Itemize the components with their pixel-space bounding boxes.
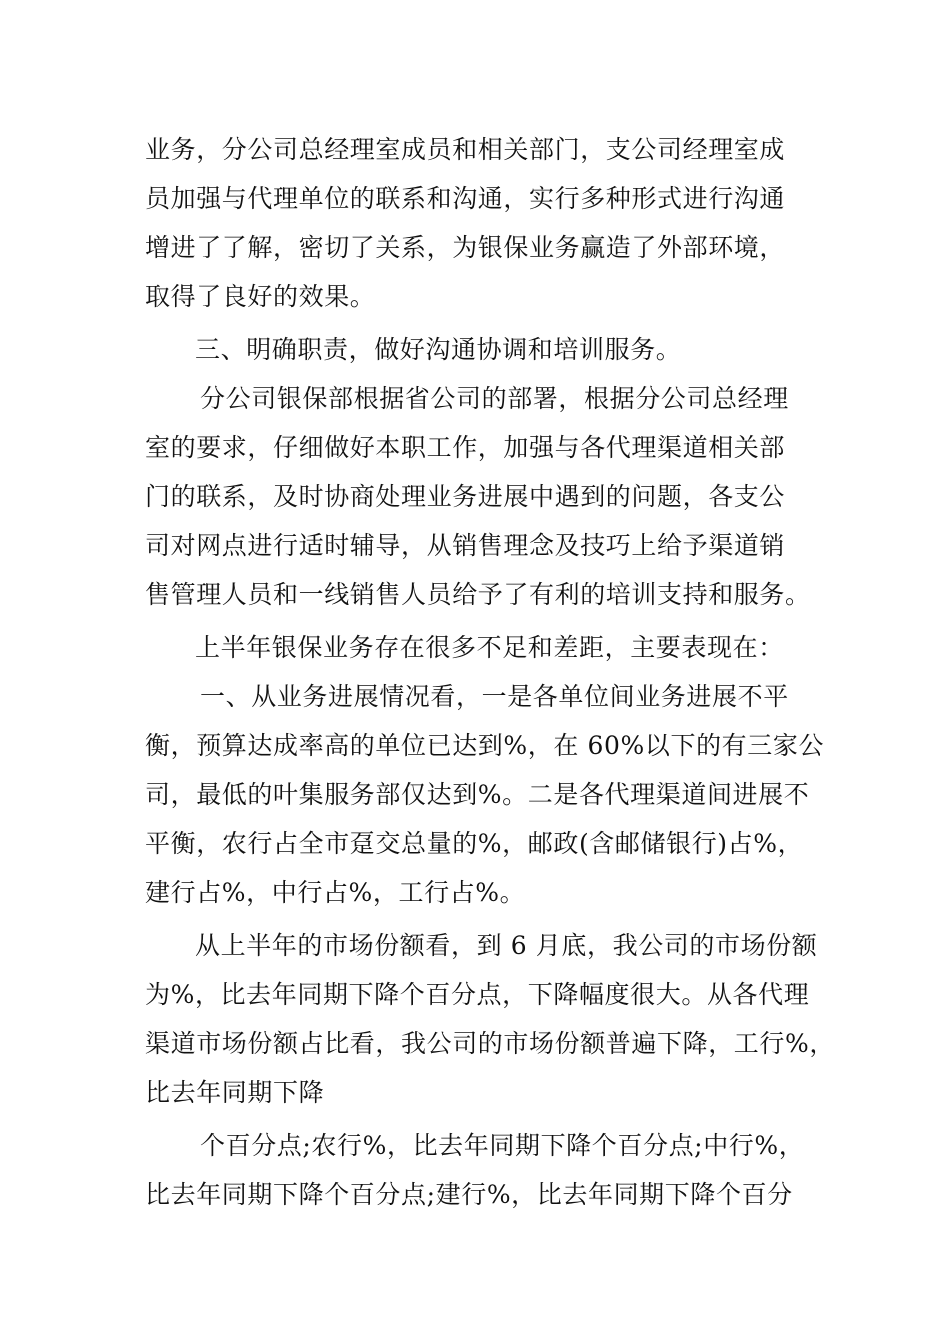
text-line-10: 售管理人员和一线销售人员给予了有利的培训支持和服务。 — [145, 580, 811, 609]
text-line-8: 门的联系，及时协商处理业务进展中遇到的问题，各支公 — [145, 482, 786, 511]
text-line-17: 从上半年的市场份额看，到 6 月底，我公司的市场份额 — [195, 931, 818, 960]
text-line-21: 个百分点;农行%，比去年同期下降个百分点;中行%， — [200, 1131, 805, 1160]
text-line-1: 业务，分公司总经理室成员和相关部门，支公司经理室成 — [145, 135, 786, 164]
text-line-7: 室的要求，仔细做好本职工作，加强与各代理渠道相关部 — [145, 433, 786, 462]
text-line-2: 员加强与代理单位的联系和沟通，实行多种形式进行沟通 — [145, 184, 786, 213]
text-line-16: 建行占%，中行占%，工行占%。 — [145, 878, 526, 907]
text-line-13: 衡，预算达成率高的单位已达到%，在 60%以下的有三家公 — [145, 731, 825, 760]
text-line-11: 上半年银保业务存在很多不足和差距，主要表现在： — [195, 633, 784, 662]
text-line-15: 平衡，农行占全市趸交总量的%，邮政(含邮储银行)占%， — [145, 829, 804, 858]
text-line-14: 司，最低的叶集服务部仅达到%。二是各代理渠道间进展不 — [145, 780, 810, 809]
text-line-20: 比去年同期下降 — [145, 1078, 325, 1107]
text-line-9: 司对网点进行适时辅导，从销售理念及技巧上给予渠道销 — [145, 531, 786, 560]
text-line-19: 渠道市场份额占比看，我公司的市场份额普遍下降，工行%， — [145, 1029, 835, 1058]
text-line-4: 取得了良好的效果。 — [145, 282, 376, 311]
text-line-22: 比去年同期下降个百分点;建行%，比去年同期下降个百分 — [145, 1180, 793, 1209]
text-line-18: 为%，比去年同期下降个百分点，下降幅度很大。从各代理 — [145, 980, 810, 1009]
section-heading: 三、明确职责，做好沟通协调和培训服务。 — [195, 335, 682, 364]
text-line-3: 增进了了解，密切了关系，为银保业务赢造了外部环境， — [145, 233, 786, 262]
text-line-6: 分公司银保部根据省公司的部署，根据分公司总经理 — [200, 384, 789, 413]
text-line-12: 一、从业务进展情况看，一是各单位间业务进展不平 — [200, 682, 789, 711]
